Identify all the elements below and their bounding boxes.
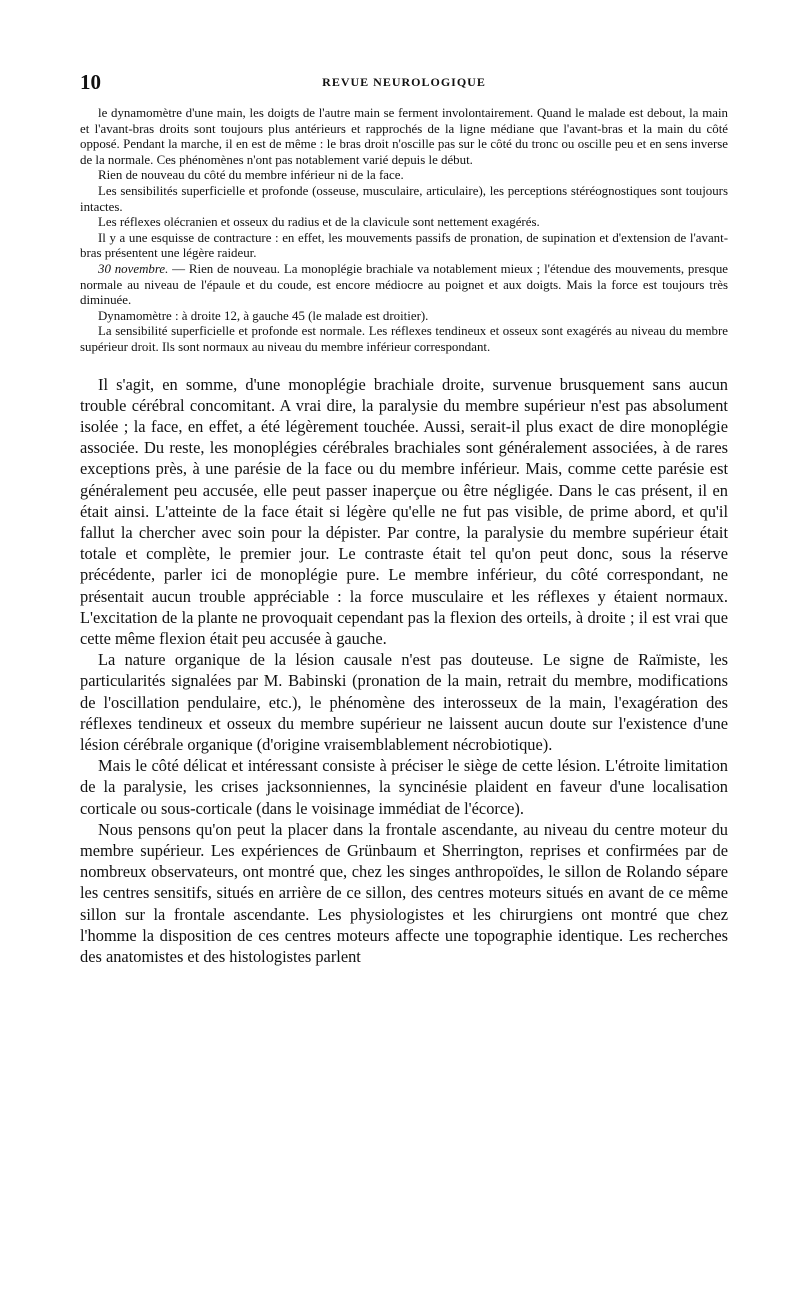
- case-notes: [80, 106, 728, 356]
- page-header: [80, 70, 728, 100]
- note-paragraph: Il y a une esquisse de contracture : en effet, les mouvements passifs de pronation, de supination et d'extension de l'avant-bras présentent une légère raideur.: [80, 230, 728, 261]
- note-paragraph: Rien de nouveau du côté du membre inférieur ni de la face.: [98, 168, 404, 183]
- note-paragraph: Les réflexes olécranien et osseux du radius et de la clavicule sont nettement exagérés.: [98, 215, 540, 230]
- discussion-text: [80, 374, 728, 968]
- note-paragraph: le dynamomètre d'une main, les doigts de l'autre main se ferment involontairement. Quand le malade est debout, la main et l'avant-bras droits sont toujours plus antérieurs et rapprochés de la ligne médiane que l'avant-bras et la main du côté opposé. Pendant la marche, il en est de même : le bras droit n'oscille pas sur le côté du tronc ou oscille peu et en sens inverse de la normale. Ces phénomènes n'ont pas notablement varié depuis le début.: [80, 106, 728, 167]
- page-number: 10: [80, 70, 101, 94]
- journal-page: [80, 70, 728, 967]
- body-paragraph: Nous pensons qu'on peut la placer dans la frontale ascendante, au niveau du centre moteur du membre supérieur. Les expériences de Grünbaum et Sherrington, reprises et confirmées par de nombreux observateurs, ont montré que, chez les singes anthropoïdes, le sillon de Rolando sépare les centres sensitifs, situés en arrière de ce sillon, des centres moteurs situés en avant de ce même sillon sur la frontale ascendante. Les physiologistes et les chirurgiens ont montré que chez l'homme la disposition de ces centres moteurs affecte une topographie identique. Les recherches des anatomistes et des histologistes parlent: [80, 819, 728, 966]
- note-date: 30 novembre.: [98, 261, 169, 276]
- body-paragraph: La nature organique de la lésion causale n'est pas douteuse. Le signe de Raïmiste, les particularités signalées par M. Babinski (pronation de la main, retrait du membre, modifications de l'oscillation pendulaire, etc.), le phénomène des interosseux de la main, l'exagération des réflexes tendineux et osseux du membre supérieur ne laissent aucun doute sur l'existence d'une lésion cérébrale organique (d'origine vraisemblablement nécrobiotique).: [80, 650, 728, 754]
- running-title: REVUE NEUROLOGIQUE: [322, 75, 486, 89]
- dated-note-paragraph: 30 novembre. — Rien de nouveau. La monoplégie brachiale va notablement mieux ; l'étendue des mouvements, presque normale au niveau de l'épaule et du coude, est encore médiocre au poignet et aux doigts. Mais la force est toujours très diminuée.: [80, 261, 728, 308]
- body-paragraph: Il s'agit, en somme, d'une monoplégie brachiale droite, survenue brusquement sans aucun trouble cérébral concomitant. A vrai dire, la paralysie du membre supérieur n'est pas absolument isolée ; la face, en effet, a été légèrement touchée. Aussi, serait-il plus exact de dire monoplégie associée. Du reste, les monoplégies cérébrales brachiales sont généralement associées, à de rares exceptions près, à une parésie de la face ou du membre inférieur. Mais, comme cette parésie est généralement peu accusée, elle peut passer inaperçue ou être négligée. Dans le cas présent, il en était ainsi. L'atteinte de la face était si légère qu'elle ne fut pas visible, de prime abord, et qu'il fallut la chercher avec soin pour la dépister. Par contre, la paralysie du membre supérieur était totale et complète, le premier jour. Le contraste était tel qu'on peut donc, sous la réserve précédente, parler ici de monoplégie pure. Le membre inférieur, du côté correspondant, ne présentait aucun trouble appréciable : la force musculaire et les réflexes y étaient normaux. L'excitation de la plante ne provoquait cependant pas la flexion des orteils, à droite ; il est vrai que cette même flexion était peu accusée à gauche.: [80, 374, 728, 648]
- note-paragraph: Dynamomètre : à droite 12, à gauche 45 (le malade est droitier).: [98, 308, 429, 323]
- body-paragraph: Mais le côté délicat et intéressant consiste à préciser le siège de cette lésion. L'étroite limitation de la paralysie, les crises jacksonniennes, la syncinésie plaident en faveur d'une localisation corticale ou sous-corticale (dans le voisinage immédiat de l'écorce).: [80, 756, 728, 818]
- note-paragraph: Les sensibilités superficielle et profonde (osseuse, musculaire, articulaire), les perceptions stéréognostiques sont toujours intactes.: [80, 183, 728, 214]
- note-paragraph: La sensibilité superficielle et profonde est normale. Les réflexes tendineux et osseux sont exagérés au niveau du membre supérieur droit. Ils sont normaux au niveau du membre inférieur correspondant.: [80, 324, 728, 354]
